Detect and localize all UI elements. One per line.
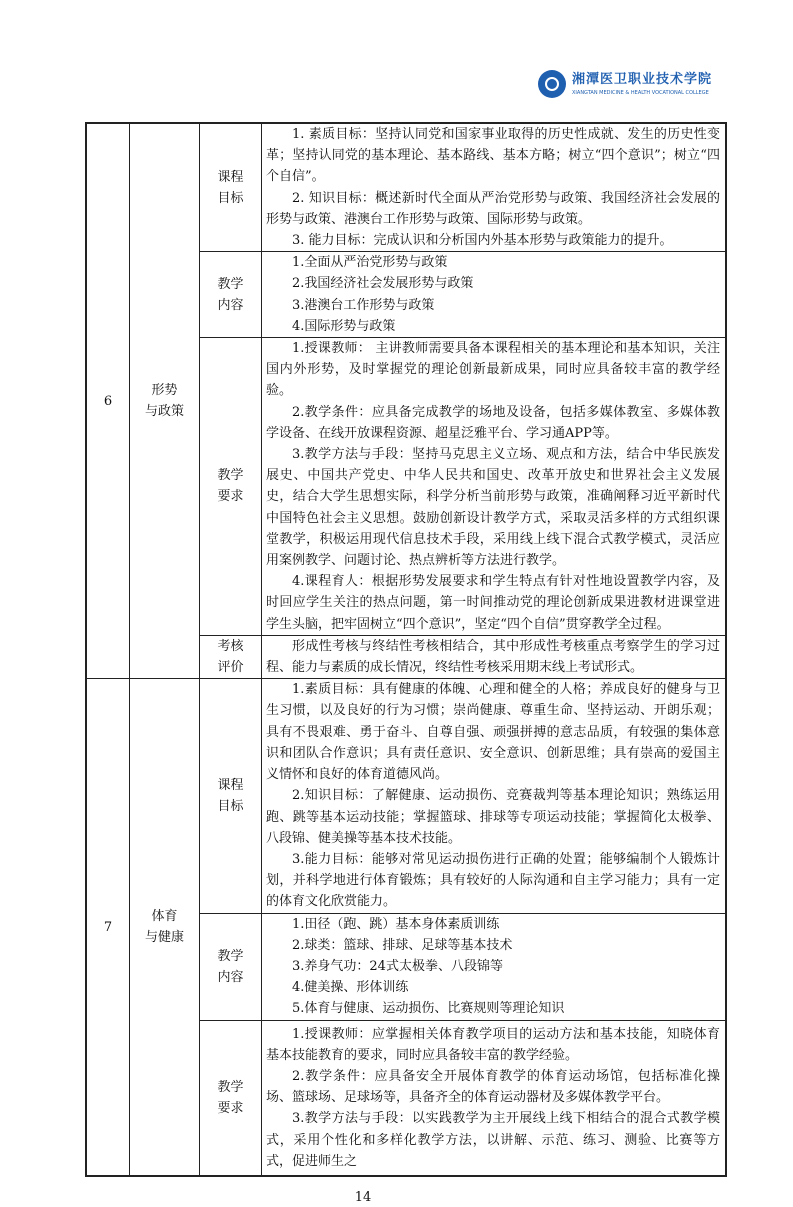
section-label — [200, 123, 262, 252]
college-logo — [538, 70, 712, 98]
section-label — [200, 338, 262, 636]
course-name-line: 形势 — [151, 383, 178, 399]
paragraph: 2.教学条件：应具备完成教学的场地及设备，包括多媒体教室、多媒体教学设备、在线开放课程资源、超星泛雅平台、学习通APP等。 — [266, 404, 720, 441]
section-label-line: 教学 — [217, 468, 244, 484]
logo-chinese-name: 湘潭医卫职业技术学院 — [572, 71, 713, 87]
course-name — [130, 123, 200, 679]
paragraph: 1. 素质目标：坚持认同党和国家事业取得的历史性成就、发生的历史性变革；坚持认同党的基本理论、基本路线、基本方略；树立“四个意识”；树立“四个自信”。 — [266, 127, 720, 185]
section-label-line: 课程 — [217, 169, 244, 185]
paragraph: 2.教学条件：应具备安全开展体育教学的体育运动场馆，包括标准化操场、篮球场、足球场等，具备齐全的体育运动器材及多媒体教学平台。 — [266, 1068, 720, 1106]
table-row — [86, 123, 726, 252]
section-label-line: 考核 — [217, 639, 244, 655]
paragraph: 4.课程育人：根据形势发展要求和学生特点有针对性地设置教学内容，及时回应学生关注的热点问题，第一时间推动党的理论创新成果进教材进课堂进学生头脑，把牢固树立“四个意识”，坚定“四个自信”贯穿教学全过程。 — [266, 574, 720, 632]
paragraph: 形成性考核与终结性考核相结合，其中形成性考核重点考察学生的学习过程、能力与素质的成长情况，终结性考核采用期末线上考试形式。 — [266, 638, 720, 676]
list-item: 2.球类：篮球、排球、足球等基本技术 — [292, 937, 513, 953]
section-content — [262, 338, 727, 636]
section-label-line: 目标 — [217, 190, 244, 206]
college-seal-icon — [538, 70, 566, 98]
section-content — [262, 635, 727, 678]
section-label — [200, 1020, 262, 1176]
table-row — [86, 679, 726, 913]
paragraph: 1.素质目标：具有健康的体魄、心理和健全的人格；养成良好的健身与卫生习惯，以及良好的行为习惯；崇尚健康、尊重生命、坚持运动、开朗乐观；具有不畏艰难、勇于奋斗、自尊自强、顽强拼搏的意志品质，有较强的集体意识和团队合作意识；具有责任意识、安全意识、创新思维；具有崇高的爱国主义情怀和良好的体育道德风尚。 — [266, 682, 720, 783]
list-item: 3.港澳台工作形势与政策 — [292, 297, 435, 313]
course-name-line: 与政策 — [144, 404, 184, 420]
section-content — [262, 123, 727, 252]
paragraph: 2.知识目标：了解健康、运动损伤、竞赛裁判等基本理论知识；熟练运用跑、跳等基本运动技能；掌握篮球、排球等专项运动技能；掌握简化太极拳、八段锦、健美操等基本技术技能。 — [266, 788, 720, 846]
list-item: 3.养身气功：24式太极拳、八段锦等 — [292, 958, 503, 974]
section-content — [262, 252, 727, 338]
section-content — [262, 679, 727, 913]
section-label-line: 评价 — [217, 660, 244, 676]
list-item: 4.国际形势与政策 — [292, 318, 396, 334]
list-item: 4.健美操、形体训练 — [292, 980, 409, 996]
list-item: 1.全面从严治党形势与政策 — [292, 255, 448, 271]
course-number: 6 — [86, 123, 130, 679]
section-label-line: 课程 — [217, 777, 244, 793]
course-name-line: 体育 — [151, 909, 178, 925]
section-label-line: 内容 — [217, 969, 244, 985]
logo-english-name: XIANGTAN MEDICINE & HEALTH VOCATIONAL COLLEGE — [572, 89, 709, 96]
page-number: 14 — [354, 1190, 372, 1206]
paragraph: 1.授课教师： 主讲教师需要具备本课程相关的基本理论和基本知识，关注国内外形势，及时掌握党的理论创新最新成果，同时应具备较丰富的教学经验。 — [266, 341, 720, 399]
section-label-line: 要求 — [217, 1100, 244, 1116]
paragraph: 3.教学方法与手段：坚持马克思主义立场、观点和方法，结合中华民族发展史、中国共产党史、中华人民共和国史、改革开放史和世界社会主义发展史，结合大学生思想实际，科学分析当前形势与政策，准确阐释习近平新时代中国特色社会主义思想。鼓励创新设计教学方式，采取灵活多样的方式组织课堂教学，积极运用现代信息技术手段，采用线上线下混合式教学模式，灵活应用案例教学、问题讨论、热点辨析等方法进行教学。 — [266, 447, 720, 569]
list-item: 1.田径（跑、跳）基本身体素质训练 — [292, 916, 500, 932]
page-content — [85, 122, 727, 1207]
section-label-line: 目标 — [217, 798, 244, 814]
section-label-line: 教学 — [217, 948, 244, 964]
section-label-line: 教学 — [217, 1079, 244, 1095]
course-name — [130, 679, 200, 1176]
list-item: 5.体育与健康、运动损伤、比赛规则等理论知识 — [292, 1001, 565, 1017]
section-label — [200, 913, 262, 1020]
course-table — [85, 122, 727, 1177]
section-label — [200, 635, 262, 678]
course-number: 7 — [86, 679, 130, 1176]
paragraph: 2. 知识目标：概述新时代全面从严治党形势与政策、我国经济社会发展的形势与政策、港澳台工作形势与政策、国际形势与政策。 — [266, 190, 720, 227]
section-content — [262, 913, 727, 1020]
paragraph: 3.能力目标：能够对常见运动损伤进行正确的处置；能够编制个人锻炼计划，并科学地进行体育锻炼；具有较好的人际沟通和自主学习能力；具有一定的体育文化欣赏能力。 — [266, 851, 720, 910]
section-content — [262, 1020, 727, 1176]
paragraph: 3.教学方法与手段：以实践教学为主开展线上线下相结合的混合式教学模式，采用个性化和多样化教学方法，以讲解、示范、练习、测验、比赛等方式，促进师生之 — [266, 1111, 720, 1169]
section-label — [200, 252, 262, 338]
paragraph: 3. 能力目标：完成认识和分析国内外基本形势与政策能力的提升。 — [292, 233, 673, 249]
section-label-line: 教学 — [217, 276, 244, 292]
course-name-line: 与健康 — [144, 930, 184, 946]
section-label-line: 内容 — [217, 297, 244, 313]
section-label-line: 要求 — [217, 489, 244, 505]
list-item: 2.我国经济社会发展形势与政策 — [292, 276, 474, 292]
paragraph: 1.授课教师：应掌握相关体育教学项目的运动方法和基本技能，知晓体育基本技能教育的要求，同时应具备较丰富的教学经验。 — [266, 1026, 720, 1063]
section-label — [200, 679, 262, 913]
